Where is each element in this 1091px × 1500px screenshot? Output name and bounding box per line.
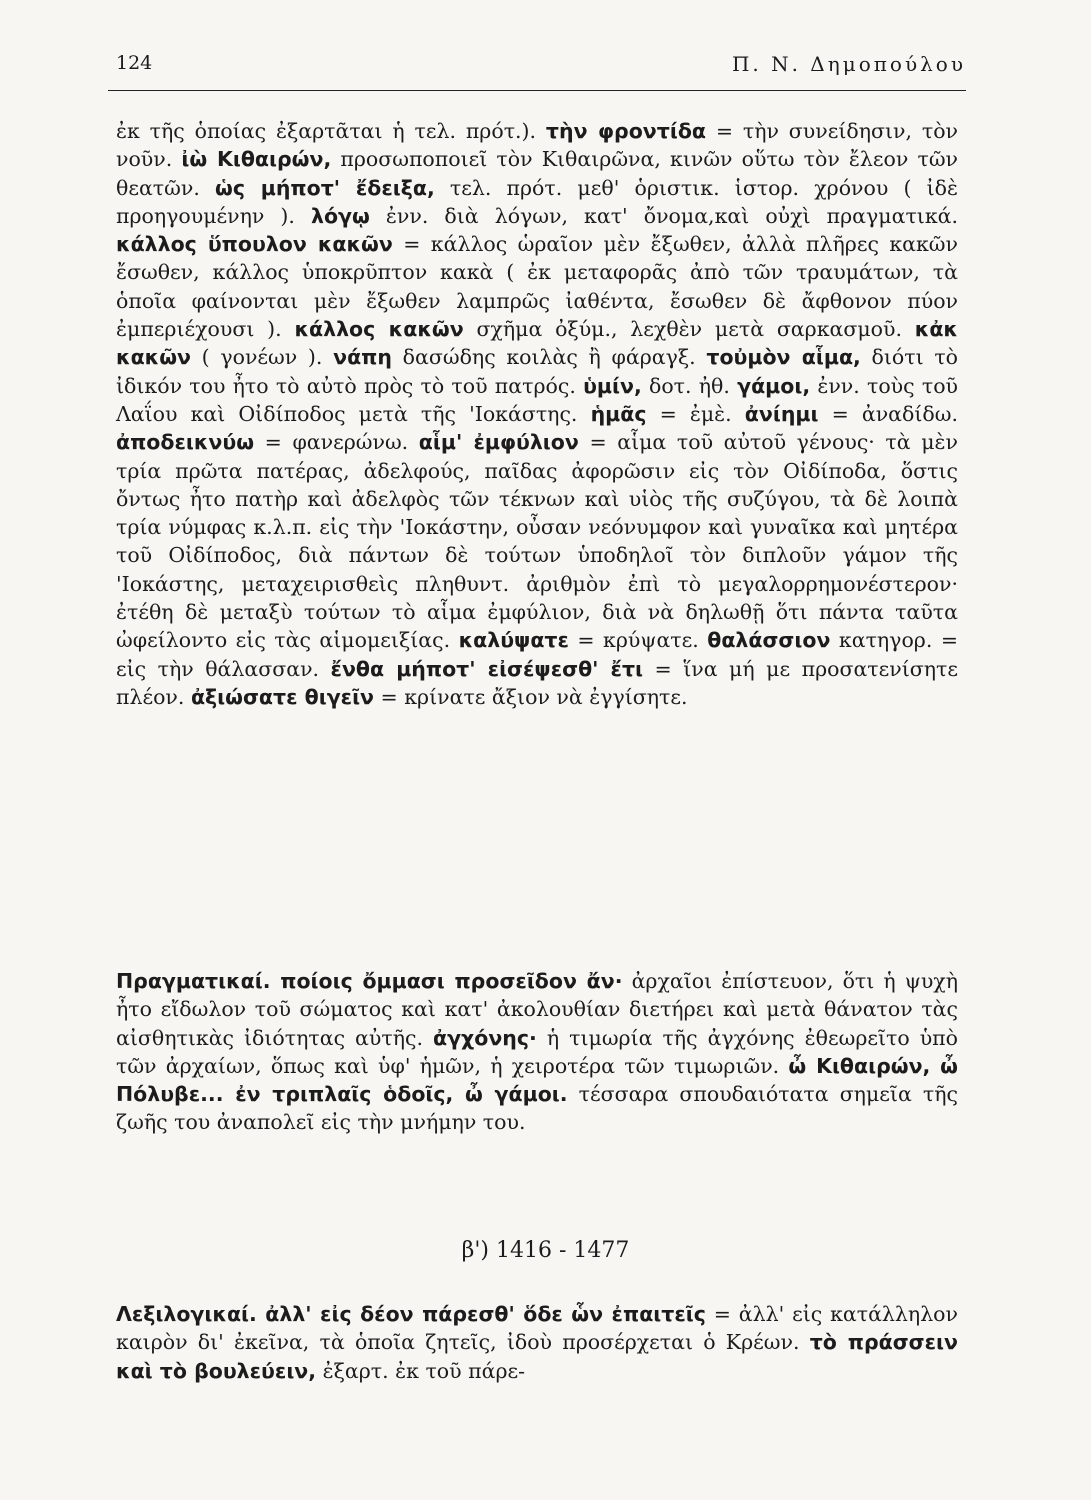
gloss-text: τελ. πρότ. μεθ' ὁριστικ. ἱστορ. χρόνου ( ἰδὲ προηγουμένην ).	[116, 175, 958, 228]
gloss-text: δασώδης κοιλὰς ἢ φάραγξ.	[391, 345, 707, 370]
gloss-text: = κρίνατε ἄξιον νὰ ἐγγίσητε.	[374, 684, 688, 709]
lemma: αἷμ' ἐμφύλιον	[418, 430, 579, 455]
commentary-block-2	[116, 967, 958, 1137]
gloss-text: = κάλλος ὡραῖον μὲν ἔξωθεν, ἀλλὰ πλῆρες κακῶν ἔσωθεν, κάλλος ὑποκρῦπτον κακὰ ( ἐκ μεταφορᾶς ἀπὸ τῶν τραυμάτων, τὰ ὁποῖα φαίνονται μὲν ἔξωθεν λαμπρῶς ἰαθέντα, ἔσωθεν δὲ ἄφθονον πύον ἐμπεριέχουσι ).	[116, 232, 958, 342]
gloss-text: δοτ. ἠθ.	[641, 373, 738, 398]
lemma: νάπη	[333, 345, 392, 370]
gloss-text: ἐκ τῆς ὁποίας ἐξαρτᾶται ἡ τελ. πρότ.).	[116, 119, 546, 143]
lemma: τοὐμὸν αἷμα,	[706, 345, 861, 370]
commentary-block-1	[116, 117, 958, 711]
lemma: κάλλος ὕπουλον κακῶν	[116, 232, 393, 257]
gloss-text: ἐξαρτ. ἐκ τοῦ πάρε-	[316, 1358, 526, 1383]
lemma: ἀνίημι	[744, 401, 819, 426]
gloss-text: κατηγορ. = εἰς τὴν θάλασσαν.	[116, 628, 958, 681]
gloss-text: τέσσαρα σπουδαιότατα σημεῖα τῆς ζωῆς του ἀναπολεῖ εἰς τὴν μνήμην του.	[116, 1082, 958, 1135]
lemma: καλύψατε	[458, 628, 569, 653]
lemma: Πραγματικαί. ποίοις ὄμμασι προσεῖδον ἄν·	[116, 969, 623, 993]
gloss-text: ἐνν. τοὺς τοῦ Λαΐου καὶ Οἰδίποδος μετὰ τῆς 'Ιοκάστης.	[116, 373, 958, 426]
commentary-paragraph-1	[116, 117, 958, 711]
commentary-paragraph-2	[116, 967, 958, 1137]
gloss-text: = ἀναδίδω.	[818, 401, 958, 426]
gloss-text: προσωποποιεῖ τὸν Κιθαιρῶνα, κινῶν οὕτω τὸν ἔλεον τῶν θεατῶν.	[116, 147, 959, 200]
gloss-text: διότι τὸ ἰδικόν του ἦτο τὸ αὐτὸ πρὸς τὸ τοῦ πατρός.	[116, 345, 958, 398]
lemma: θαλάσσιον	[707, 628, 831, 653]
commentary-block-3	[116, 1300, 958, 1385]
gloss-text: = ἀλλ' εἰς κατάλληλον καιρὸν δι' ἐκεῖνα, τὰ ὁποῖα ζητεῖς, ἰδοὺ προσέρχεται ὁ Κρέων.	[116, 1302, 958, 1355]
gloss-text: = ἐμὲ.	[646, 401, 745, 426]
gloss-text: ἀρχαῖοι ἐπίστευον, ὅτι ἡ ψυχὴ ἦτο εἴδωλον τοῦ σώματος καὶ κατ' ἀκολουθίαν διετήρει καὶ μετὰ θάνατον τὰς αἰσθητικὰς ἰδιότητας αὐτῆς.	[116, 969, 958, 1050]
gloss-text: = αἷμα τοῦ αὐτοῦ γένους· τὰ μὲν τρία πρῶτα πατέρας, ἀδελφούς, παῖδας ἀφορῶσιν εἰς τὸν Οἰδίποδα, ὅστις ὄντως ἦτο πατὴρ καὶ ἀδελφὸς τῶν τέκνων καὶ υἱὸς τῆς συζύγου, τὰ δὲ λοιπὰ τρία νύμφας κ.λ.π. εἰς τὴν 'Ιοκάστην, οὖσαν νεόνυμφον καὶ γυναῖκα καὶ μητέρα τοῦ Οἰδίποδος, διὰ πάντων δὲ τούτων ὑποδηλοῖ τὸν διπλοῦν γάμον τῆς 'Ιοκάστης, μεταχειρισθεὶς πληθυντ. ἀριθμὸν ἐπὶ τὸ μεγαλορρημονέστερον· ἐτέθη δὲ μεταξὺ τούτων τὸ αἷμα ἐμφύλιον, διὰ νὰ δηλωθῇ ὅτι πάντα ταῦτα ὠφείλοντο εἰς τὰς αἱμομειξίας.	[116, 430, 959, 653]
gloss-text: = τὴν συνείδησιν, τὸν νοῦν.	[116, 119, 958, 172]
gloss-text: = κρύψατε.	[568, 628, 708, 653]
gloss-text: = φανερώνω.	[254, 430, 419, 455]
lemma: ὑμίν,	[583, 373, 642, 398]
commentary-paragraph-3	[116, 1300, 958, 1385]
lemma: ὡς μήποτ' ἔδειξα,	[215, 175, 435, 200]
lemma: κάλλος κακῶν	[294, 317, 464, 342]
lemma: κἀκ κακῶν	[116, 317, 958, 370]
section-heading: β') 1416 - 1477	[461, 1238, 630, 1263]
lemma: ἰὼ Κιθαιρών,	[181, 147, 332, 172]
gloss-text: σχῆμα ὀξύμ., λεχθὲν μετὰ σαρκασμοῦ.	[463, 317, 915, 342]
gloss-text: ἡ τιμωρία τῆς ἀγχόνης ἐθεωρεῖτο ὑπὸ τῶν ἀρχαίων, ὅπως καὶ ὑφ' ἡμῶν, ἡ χειροτέρα τῶν τιμωριῶν.	[116, 1025, 958, 1078]
running-head: Π. Ν. Δημοπούλου	[731, 52, 966, 76]
lemma: ἀξιώσατε θιγεῖν	[190, 684, 375, 709]
lemma: ἔνθα μήποτ' εἰσέψεσθ' ἔτι	[330, 656, 644, 681]
lemma: ὦ Κιθαιρών, ὦ Πόλυβε... ἐν τριπλαῖς ὁδοῖς, ὦ γάμοι.	[116, 1053, 958, 1107]
lemma: Λεξιλογικαί. ἀλλ' εἰς δέον πάρεσθ' ὅδε ὧν ἐπαιτεῖς	[116, 1302, 706, 1326]
lemma: λόγῳ	[311, 203, 370, 228]
lemma: τὴν φροντίδα	[545, 119, 707, 143]
page-number: 124	[116, 52, 153, 74]
lemma: ἡμᾶς	[590, 401, 647, 426]
gloss-text: ἐνν. διὰ λόγων, κατ' ὄνομα,καὶ οὐχὶ πραγματικά.	[369, 203, 958, 228]
lemma: γάμοι,	[737, 373, 811, 398]
page-header	[108, 50, 966, 91]
lemma: τὸ πράσσειν καὶ τὸ βουλεύειν,	[116, 1330, 958, 1383]
gloss-text: = ἵνα μή με προσατενίσητε πλέον.	[116, 656, 958, 709]
lemma: ἀγχόνης·	[432, 1025, 537, 1050]
gloss-text: ( γονέων ).	[191, 345, 334, 370]
lemma: ἀποδεικνύω	[116, 430, 255, 455]
